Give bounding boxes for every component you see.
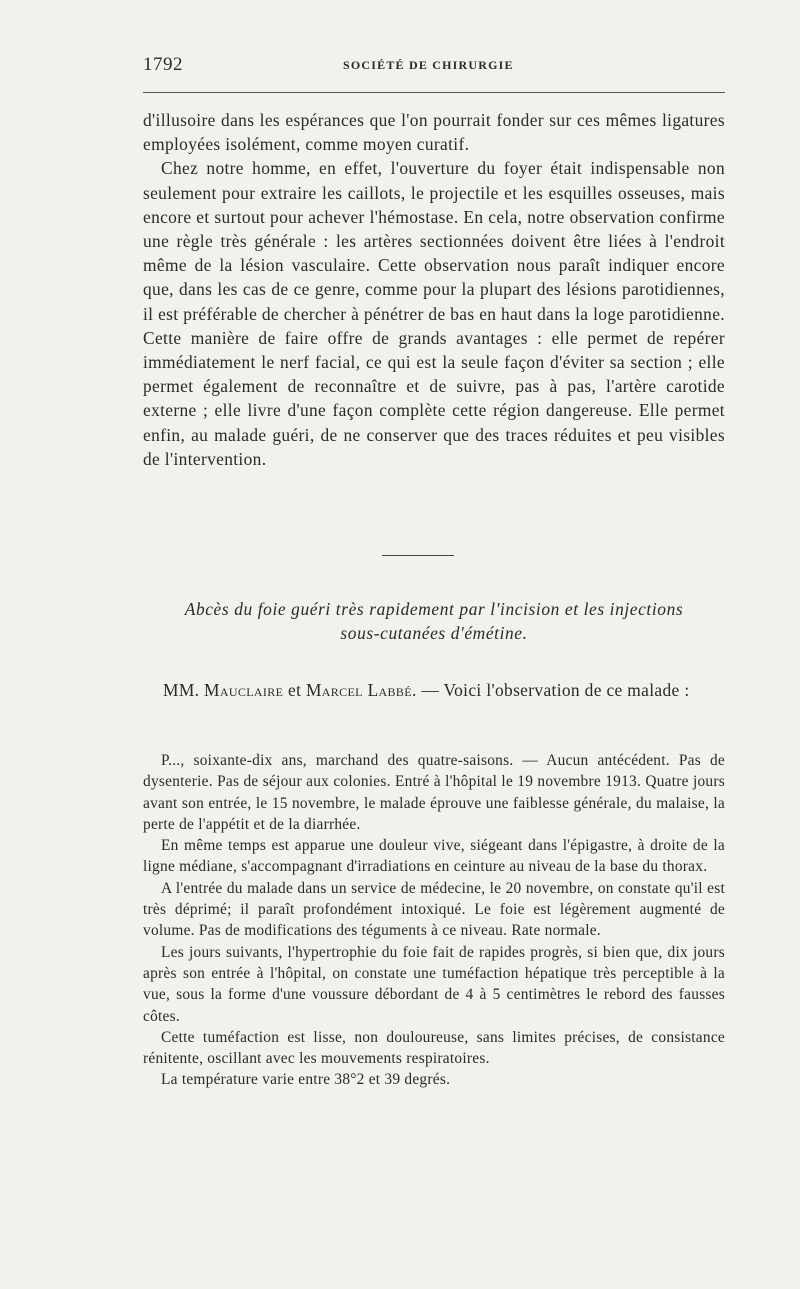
- running-head: SOCIÉTÉ DE CHIRURGIE: [343, 58, 514, 72]
- page-number: 1792: [143, 54, 183, 75]
- authors-paragraph: [143, 678, 725, 702]
- section-title-line-1: Abcès du foie guéri très rapidement par l'incision et les injections: [184, 599, 684, 619]
- header-divider: [143, 92, 725, 93]
- observation-paragraph: La température varie entre 38°2 et 39 degrés.: [161, 1071, 451, 1089]
- paragraph-discussion: Chez notre homme, en effet, l'ouverture du foyer était indispensable non seulement pour extraire les caillots, le projectile et les esquilles osseuses, mais encore et surtout pour achever l'hémostase. En cela, notre observation confirme une règle très générale : les artères sectionnées doivent être liées à l'endroit même de la lésion vasculaire. Cette observation nous paraît indiquer encore que, dans les cas de ce genre, comme pour la plupart des lésions parotidiennes, il est préférable de chercher à pénétrer de bas en haut dans la loge parotidienne. Cette manière de faire offre de grands avantages : elle permet de repérer immédiatement le nerf facial, ce qui est la seule façon d'éviter sa section ; elle permet également de reconnaître et de suivre, pas à pas, l'artère carotide externe ; elle livre d'une façon complète cette région dangereuse. Elle permet enfin, au malade guéri, de ne conserver que des traces réduites et peu visibles de l'intervention.: [143, 158, 725, 469]
- section-divider: [382, 555, 454, 556]
- page-header: [143, 54, 725, 78]
- authors-intro: . — Voici l'observation de ce malade :: [411, 680, 690, 700]
- paragraph-continuation: d'illusoire dans les espérances que l'on pourrait fonder sur ces mêmes ligatures employées isolément, comme moyen curatif.: [143, 110, 725, 155]
- authors-prefix: MM.: [163, 680, 205, 700]
- observation-paragraph: P..., soixante-dix ans, marchand des quatre-saisons. — Aucun antécédent. Pas de dysenterie. Pas de séjour aux colonies. Entré à l'hôpital le 19 novembre 1913. Quatre jours avant son entrée, le 15 novembre, le malade éprouve une faiblesse générale, du malaise, la perte de l'appétit et de la diarrhée.: [143, 752, 725, 833]
- observation-paragraph: Cette tuméfaction est lisse, non douloureuse, sans limites précises, de consistance rénitente, oscillant avec les mouvements respiratoires.: [143, 1028, 725, 1068]
- author-marcel-labbe: Marcel Labbé: [305, 680, 412, 700]
- author-mauclaire: Mauclaire: [204, 680, 284, 700]
- observation-paragraph: En même temps est apparue une douleur vive, siégeant dans l'épigastre, à droite de la ligne médiane, s'accompagnant d'irradiations en ceinture au niveau de la base du thorax.: [143, 837, 725, 876]
- observation-paragraph: Les jours suivants, l'hypertrophie du foie fait de rapides progrès, si bien que, dix jours après son entrée à l'hôpital, on constate une tuméfaction hépatique très perceptible à la vue, sous la forme d'une voussure débordant de 4 à 5 centimètres le rebord des fausses côtes.: [143, 943, 725, 1025]
- observation-paragraph: A l'entrée du malade dans un service de médecine, le 20 novembre, on constate qu'il est très déprimé; il paraît profondément intoxiqué. Le foie est légèrement augmenté de volume. Pas de modifications des téguments à ce niveau. Rate normale.: [143, 879, 725, 940]
- section-title: [143, 597, 725, 645]
- section-title-line-2: sous-cutanées d'émétine.: [340, 623, 528, 643]
- authors-conjunction: et: [283, 680, 306, 700]
- observation-text: [143, 750, 725, 1091]
- main-text: [143, 108, 725, 471]
